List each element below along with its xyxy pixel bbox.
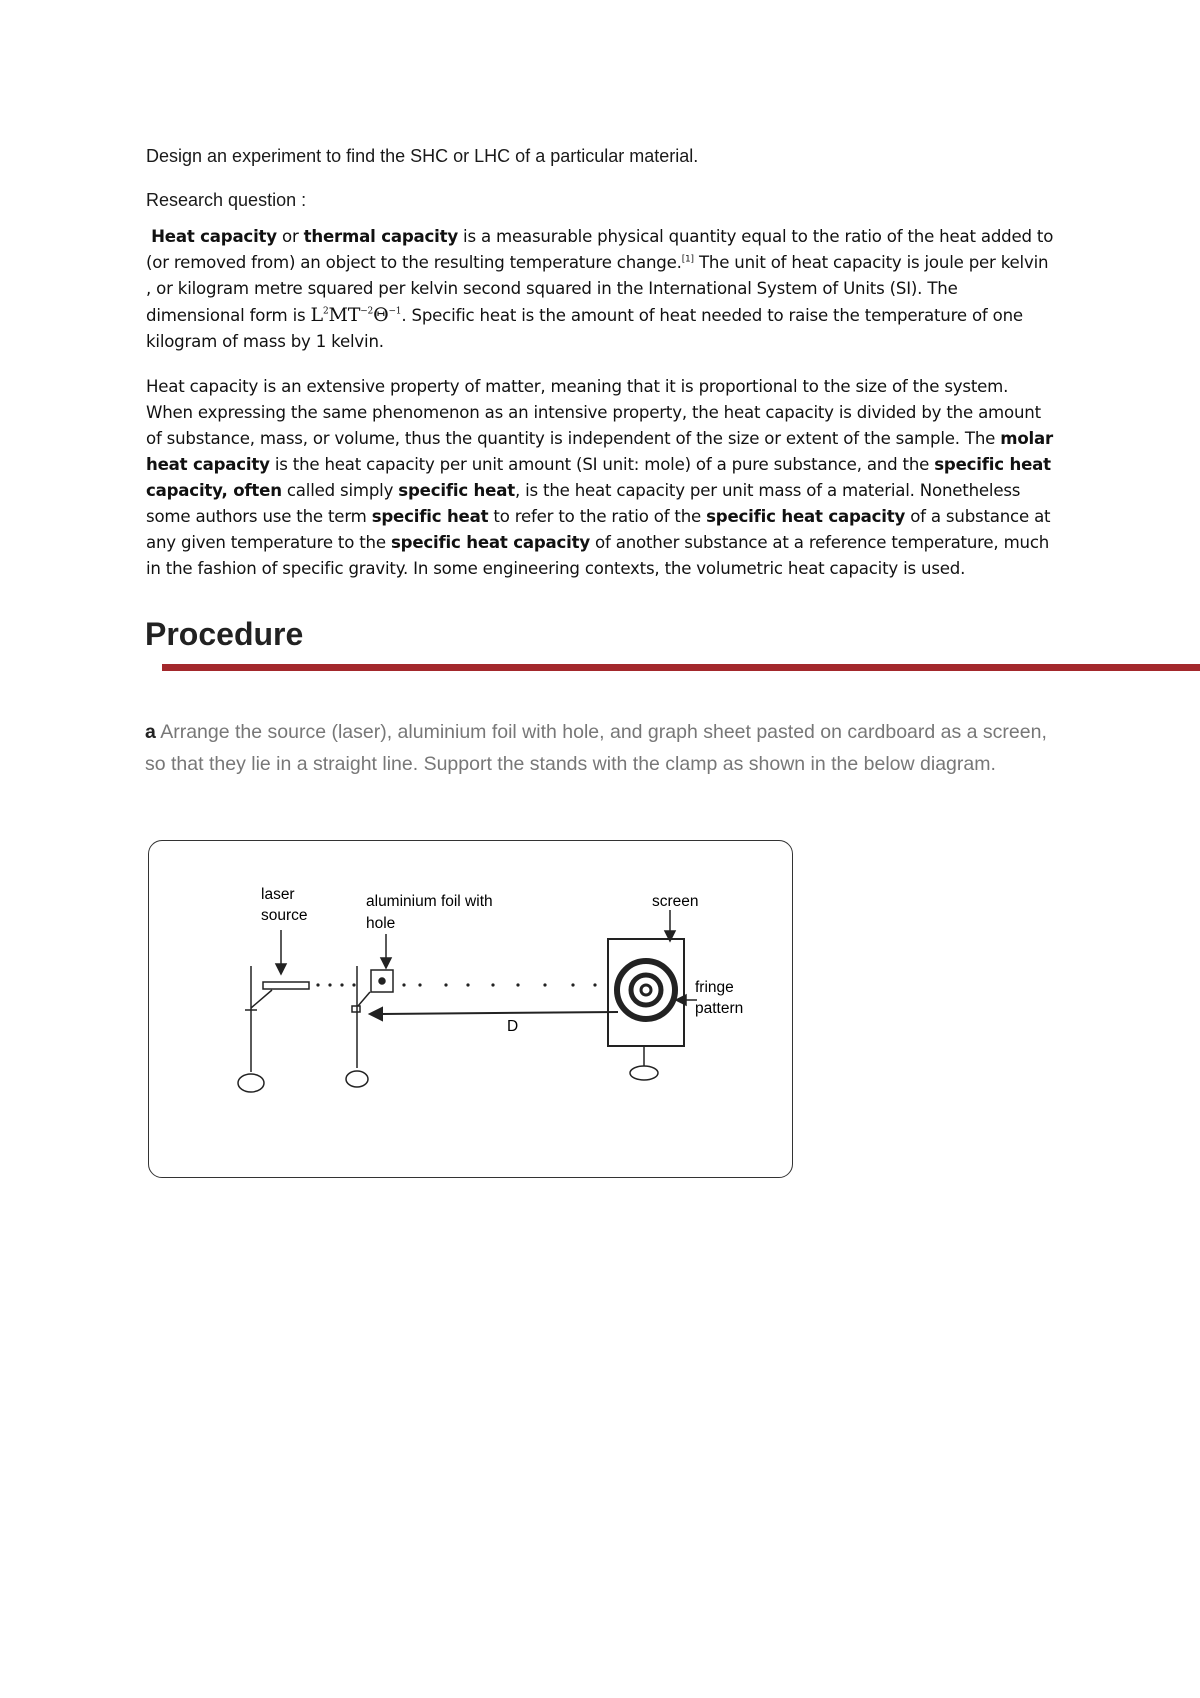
procedure-step-a: a Arrange the source (laser), aluminium foil with hole, and graph sheet pasted on cardboard as a screen, so that they lie in a straight line. Support the stands with the clamp as shown in the below diagram. bbox=[145, 721, 1047, 775]
term-heat-capacity: Heat capacity bbox=[151, 227, 277, 246]
label-fringe: fringe bbox=[695, 979, 734, 996]
paragraph-extensive-property: Heat capacity is an extensive property of matter, meaning that it is proportional to the size of the system. When expressing the same phenomenon as an intensive property, the heat capacity is divided by the amount of substance, mass, or volume, thus the quantity is independent of the size or extent of the sample. The molar heat capacity is the heat capacity per unit amount (SI unit: mole) of a pure substance, and the specific heat capacity, often called simply specific heat, is the heat capacity per unit mass of a material. Nonetheless some authors use the term specific heat to refer to the ratio of the specific heat capacity of a substance at any given temperature to the specific heat capacity of another substance at a reference temperature, much in the fashion of specific gravity. In some engineering contexts, the volumetric heat capacity is used. bbox=[146, 377, 1054, 578]
assignment-heading: Design an experiment to find the SHC or LHC of a particular material. bbox=[146, 146, 699, 166]
step-letter: a bbox=[145, 721, 156, 743]
dimensional-formula: $L^2MT^{-2}\Theta^{-1}$ bbox=[310, 304, 402, 326]
research-question-label: Research question : bbox=[146, 190, 307, 210]
experiment-diagram bbox=[148, 840, 793, 1178]
label-laser: laser bbox=[261, 886, 295, 903]
label-screen: screen bbox=[652, 893, 699, 910]
diagram-drawing bbox=[148, 840, 793, 1178]
reference-marker[interactable]: [1] bbox=[681, 254, 694, 265]
screen-stand bbox=[608, 939, 684, 1080]
laser-beam-dots bbox=[316, 983, 619, 986]
label-pattern: pattern bbox=[695, 1000, 744, 1017]
label-hole: hole bbox=[366, 915, 396, 932]
label-arrows bbox=[276, 910, 697, 1005]
paragraph-heat-capacity-definition: Heat capacity or thermal capacity is a measurable physical quantity equal to the ratio of the heat added to (or removed from) an object to the resulting temperature change.[1] The unit of heat capacity is joule per kelvin , or kilogram metre squared per kelvin second squared in the International System of Units (SI). The dimensional form is $L^2MT^{-2}\Theta^{-1}$. Specific heat is the amount of heat needed to raise the temperature of one kilogram of mass by 1 kelvin. bbox=[146, 227, 1054, 351]
heading-rule-divider bbox=[162, 664, 1200, 671]
label-aluminium-foil: aluminium foil with bbox=[366, 893, 493, 910]
laser-stand bbox=[238, 966, 309, 1092]
procedure-heading: Procedure bbox=[145, 616, 304, 652]
distance-arrow bbox=[370, 1008, 618, 1020]
term-thermal-capacity: thermal capacity bbox=[303, 227, 458, 246]
label-source: source bbox=[261, 907, 308, 924]
label-distance-d: D bbox=[507, 1018, 519, 1035]
